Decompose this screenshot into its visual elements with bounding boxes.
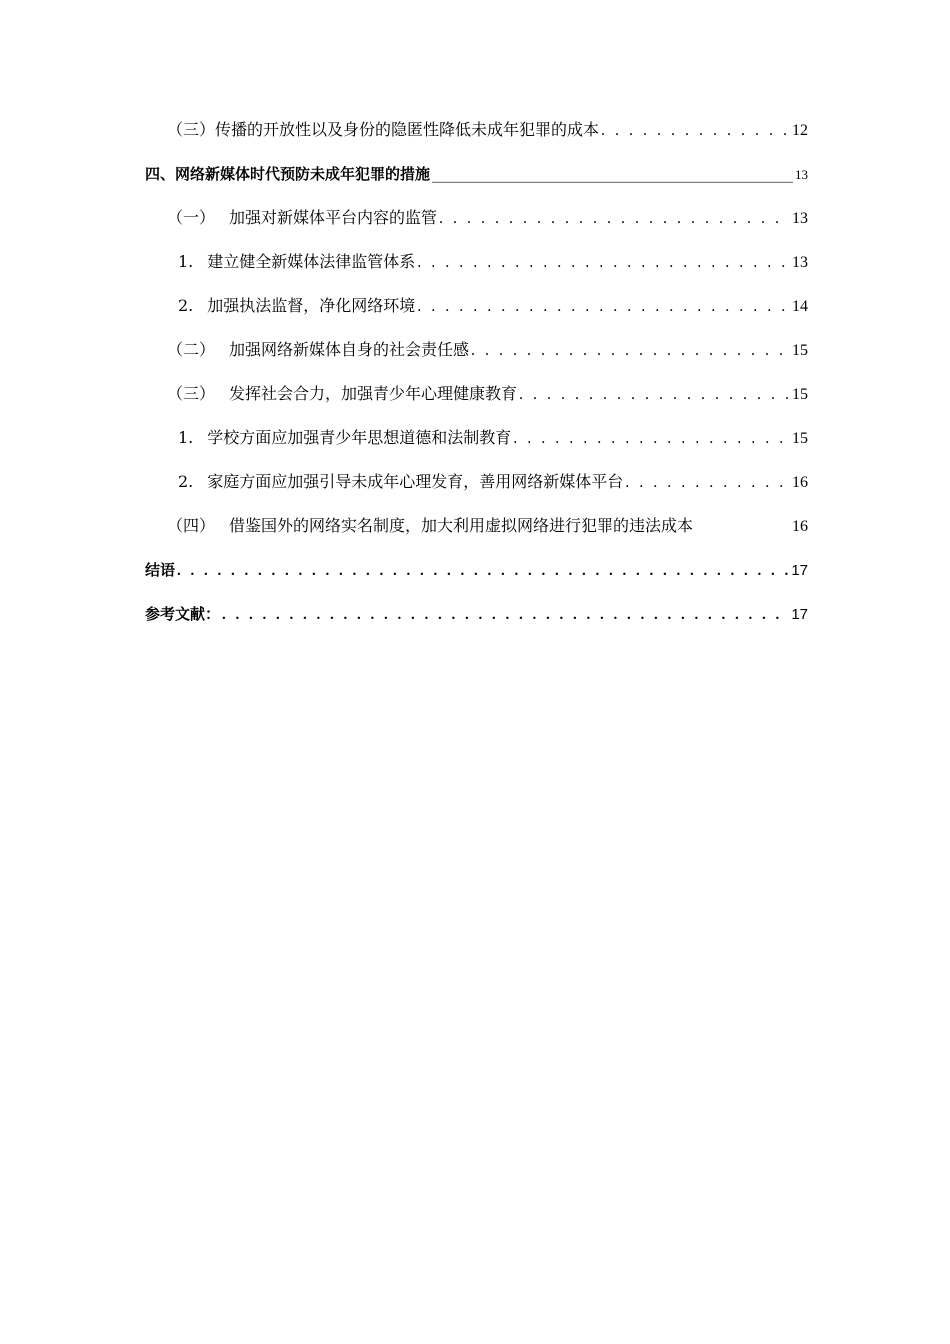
toc-entry-text: 发挥社会合力，加强青少年心理健康教育 xyxy=(229,384,518,403)
dot-leader xyxy=(432,166,793,196)
toc-entry-prefix: （二） xyxy=(167,340,216,359)
toc-entry[interactable] xyxy=(145,416,808,460)
toc-entry-prefix: （四） xyxy=(167,516,216,535)
dot-leader xyxy=(519,373,790,417)
toc-entry-prefix: 2. xyxy=(178,472,194,491)
dot-leader xyxy=(625,461,790,505)
toc-page-number: 15 xyxy=(792,386,808,403)
dot-leader xyxy=(177,549,789,593)
toc-entry[interactable] xyxy=(145,196,808,240)
toc-entry[interactable] xyxy=(145,284,808,328)
toc-page-number: 15 xyxy=(792,430,808,447)
toc-entry-title: 四、网络新媒体时代预防未成年犯罪的措施 xyxy=(145,165,431,183)
dot-leader xyxy=(471,329,790,373)
toc-entry[interactable] xyxy=(145,372,808,416)
toc-entry-prefix: （三） xyxy=(167,384,216,403)
dot-leader xyxy=(601,109,790,153)
toc-entry-title xyxy=(167,372,517,416)
toc-entry-text: 加强网络新媒体自身的社会责任感 xyxy=(229,340,470,359)
toc-entry-title xyxy=(178,460,623,504)
dot-leader xyxy=(513,417,790,461)
toc-entry[interactable] xyxy=(145,240,808,284)
toc-entry-title xyxy=(178,240,415,284)
toc-entry[interactable] xyxy=(145,108,808,152)
toc-page-number: 16 xyxy=(792,474,808,491)
toc-entry-text: 借鉴国外的网络实名制度，加大利用虚拟网络进行犯罪的违法成本 xyxy=(229,516,694,535)
toc-entry-title: （三）传播的开放性以及身份的隐匿性降低未成年犯罪的成本 xyxy=(167,120,600,139)
toc-entry-title xyxy=(167,196,437,240)
toc-page-number: 14 xyxy=(792,298,808,315)
toc-page-number: 15 xyxy=(792,342,808,359)
toc-entry-title xyxy=(178,416,511,460)
toc-page-number: 12 xyxy=(792,122,808,139)
toc-entry-title: 参考文献： xyxy=(145,605,221,623)
toc-entry-prefix: 2. xyxy=(178,296,194,315)
toc-entry-text: 加强执法监督，净化网络环境 xyxy=(207,296,416,315)
toc-entry[interactable] xyxy=(145,460,808,504)
toc-entry-text: 建立健全新媒体法律监管体系 xyxy=(207,252,416,271)
toc-page-number: 17 xyxy=(791,606,808,623)
table-of-contents xyxy=(145,108,808,636)
toc-entry-title xyxy=(167,328,469,372)
dot-leader xyxy=(222,593,789,637)
toc-page-number: 16 xyxy=(792,518,808,535)
toc-page-number: 13 xyxy=(792,254,808,271)
toc-entry-prefix: 1. xyxy=(178,252,194,271)
toc-entry-text: 加强对新媒体平台内容的监管 xyxy=(229,208,438,227)
toc-chapter-entry[interactable] xyxy=(145,548,808,592)
toc-entry-prefix: （一） xyxy=(167,208,216,227)
toc-page-number: 13 xyxy=(792,210,808,227)
dot-leader xyxy=(417,285,790,329)
toc-chapter-entry[interactable] xyxy=(145,152,808,196)
toc-entry-title: 结语 xyxy=(145,561,176,579)
toc-entry[interactable] xyxy=(145,504,808,548)
toc-chapter-entry[interactable] xyxy=(145,592,808,636)
toc-page-number: 17 xyxy=(791,562,808,579)
dot-leader xyxy=(417,241,790,285)
toc-page-number: 13 xyxy=(795,167,808,182)
toc-entry-title xyxy=(178,284,415,328)
toc-entry[interactable] xyxy=(145,328,808,372)
toc-entry-text: 学校方面应加强青少年思想道德和法制教育 xyxy=(207,428,512,447)
toc-entry-text: 家庭方面应加强引导未成年心理发育，善用网络新媒体平台 xyxy=(207,472,624,491)
toc-entry-title xyxy=(167,504,792,548)
dot-leader xyxy=(439,197,790,241)
toc-entry-prefix: 1. xyxy=(178,428,194,447)
